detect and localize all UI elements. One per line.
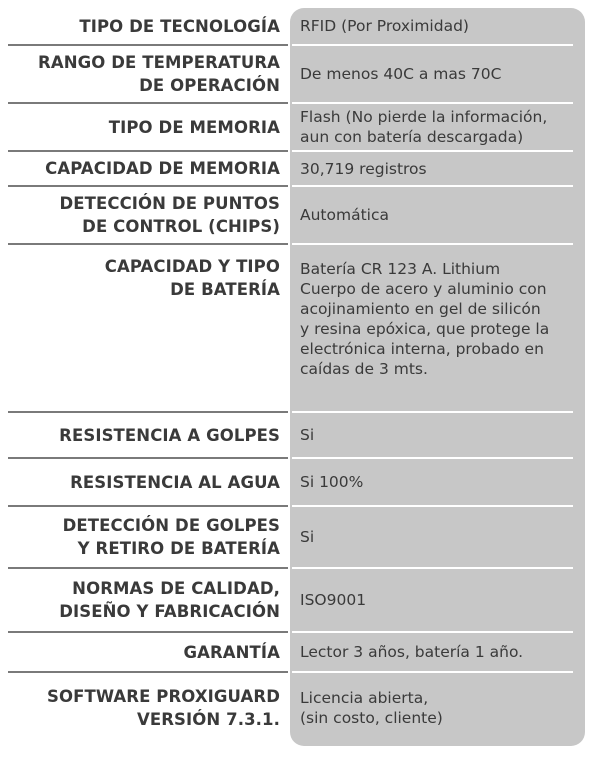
spec-value: 30,719 registros [300, 159, 427, 178]
spec-value: Si 100% [300, 473, 364, 491]
spec-row-normas [0, 569, 592, 631]
spec-value: Licencia abierta, (sin costo, cliente) [300, 689, 443, 727]
spec-value: Flash (No pierde la información, aun con batería descargada) [300, 108, 548, 146]
spec-value: De menos 40C a mas 70C [300, 65, 502, 83]
spec-label: TIPO DE TECNOLOGÍA [79, 16, 280, 36]
spec-row-golpes [0, 413, 592, 457]
spec-label: CAPACIDAD DE MEMORIA [45, 159, 280, 178]
spec-value: Batería CR 123 A. Lithium Cuerpo de acero y aluminio con acojinamiento en gel de silicón y resina epóxica, que protege la electrónica interna, probado en caídas de 3 mts. [300, 260, 550, 378]
spec-value: Si [300, 426, 315, 444]
spec-value: RFID (Por Proximidad) [300, 17, 469, 35]
spec-value: ISO9001 [300, 591, 367, 609]
spec-row-bateria [0, 245, 592, 411]
spec-value: Lector 3 años, batería 1 año. [300, 643, 524, 661]
spec-row-tecnologia [0, 8, 592, 44]
spec-label: CAPACIDAD Y TIPO DE BATERÍA [104, 257, 280, 299]
spec-label: SOFTWARE PROXIGUARD VERSIÓN 7.3.1. [47, 687, 280, 729]
spec-label: DETECCIÓN DE PUNTOS DE CONTROL (CHIPS) [59, 194, 280, 236]
spec-label: TIPO DE MEMORIA [108, 117, 280, 137]
spec-value: Si [300, 528, 315, 546]
spec-label: RESISTENCIA AL AGUA [70, 472, 280, 492]
spec-row-memoria [0, 104, 592, 150]
spec-row-capacidad-memoria [0, 152, 592, 185]
spec-label: DETECCIÓN DE GOLPES Y RETIRO DE BATERÍA [62, 516, 280, 558]
spec-label: RESISTENCIA A GOLPES [59, 425, 280, 445]
spec-row-retiro-bateria [0, 507, 592, 567]
spec-label: NORMAS DE CALIDAD, DISEÑO Y FABRICACIÓN [59, 579, 280, 621]
spec-value: Automática [300, 206, 389, 224]
spec-row-puntos-control [0, 187, 592, 243]
spec-row-temperatura [0, 46, 592, 102]
spec-label: GARANTÍA [183, 642, 280, 662]
spec-label: RANGO DE TEMPERATURA DE OPERACIÓN [38, 53, 280, 95]
spec-row-agua [0, 459, 592, 505]
spec-row-software [0, 673, 592, 743]
spec-row-garantia [0, 633, 592, 671]
